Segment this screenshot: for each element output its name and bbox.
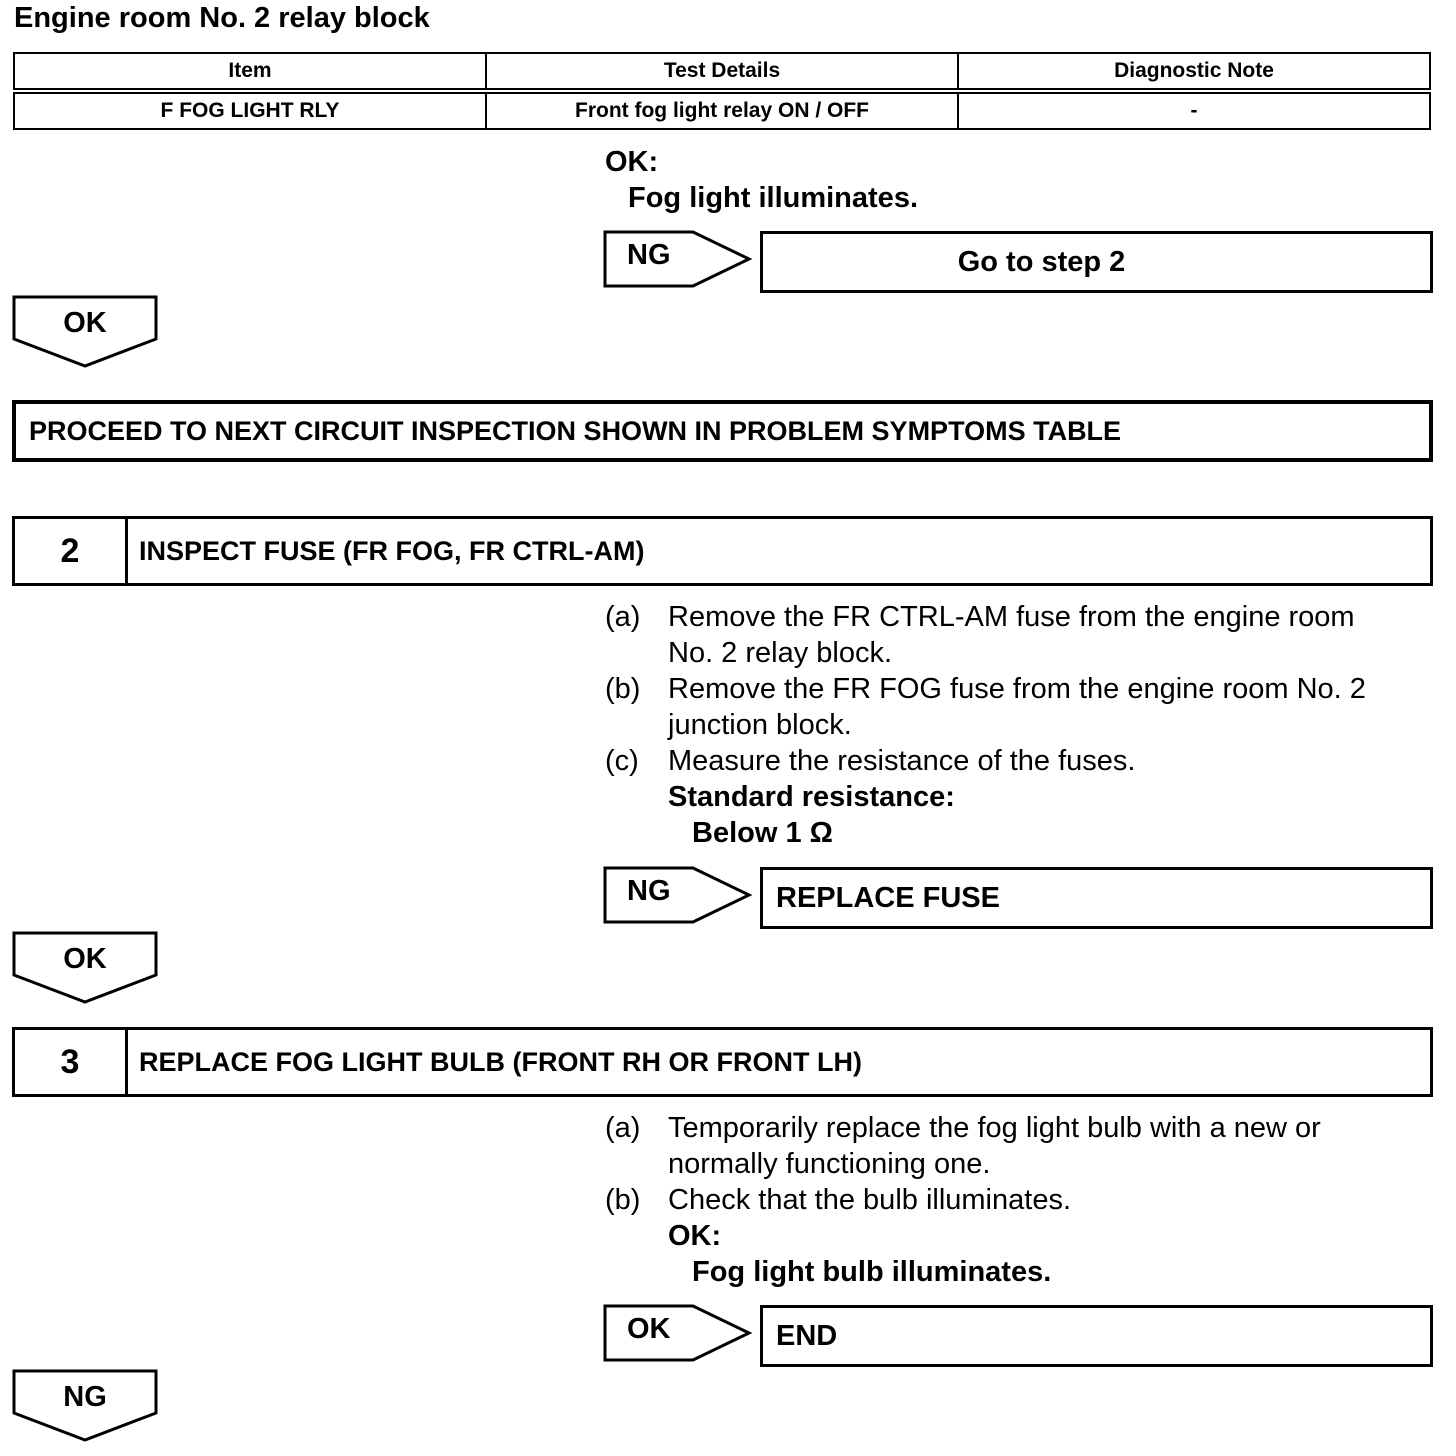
cell-item: F FOG LIGHT RLY — [14, 91, 486, 129]
ok-criteria-text: Fog light illuminates. — [628, 182, 918, 214]
item-line: Measure the resistance of the fuses. — [668, 745, 1136, 777]
standard-resistance-value: Below 1 Ω — [692, 817, 833, 849]
ok-arrow-step3[interactable] — [603, 1304, 753, 1362]
ok-criteria-label: OK: — [605, 146, 659, 178]
item-line: Remove the FR CTRL-AM fuse from the engine room — [668, 601, 1355, 633]
arrow-right-icon — [603, 1304, 753, 1362]
standard-resistance-label: Standard resistance: — [668, 781, 955, 813]
step2-header — [12, 516, 1433, 586]
item-label: (a) — [605, 1112, 641, 1144]
ok-label: OK — [63, 943, 107, 975]
page-title: Engine room No. 2 relay block — [14, 2, 430, 34]
header-diagnostic-note: Diagnostic Note — [958, 53, 1430, 91]
item-label: (b) — [605, 1184, 641, 1216]
item-label: (c) — [605, 745, 639, 777]
header-item: Item — [14, 53, 486, 91]
item-line: junction block. — [668, 709, 852, 741]
cell-test-details: Front fog light relay ON / OFF — [486, 91, 958, 129]
end-text: END — [776, 1319, 838, 1352]
arrow-right-icon — [603, 866, 753, 924]
replace-fuse-text: REPLACE FUSE — [776, 881, 1000, 914]
ng-down-arrow-step3[interactable] — [12, 1369, 158, 1443]
item-line: No. 2 relay block. — [668, 637, 893, 669]
ng-label: NG — [627, 875, 671, 907]
ng-arrow-step1[interactable] — [603, 230, 753, 288]
item-label: (b) — [605, 673, 641, 705]
ok-down-arrow-step2[interactable] — [12, 931, 158, 1005]
relay-test-table — [13, 52, 1431, 130]
ok-criteria-text: Fog light bulb illuminates. — [692, 1256, 1052, 1288]
item-line: Check that the bulb illuminates. — [668, 1184, 1071, 1216]
step2-number: 2 — [15, 519, 128, 583]
header-test-details: Test Details — [486, 53, 958, 91]
cell-diagnostic-note: - — [958, 91, 1430, 129]
proceed-text: PROCEED TO NEXT CIRCUIT INSPECTION SHOWN IN PROBLEM SYMPTOMS TABLE — [29, 415, 1122, 446]
step3-number: 3 — [15, 1030, 128, 1094]
item-line: normally functioning one. — [668, 1148, 991, 1180]
proceed-box[interactable] — [12, 400, 1433, 462]
ok-criteria-label: OK: — [668, 1220, 722, 1252]
item-line: Remove the FR FOG fuse from the engine room No. 2 — [668, 673, 1366, 705]
ng-label: NG — [627, 239, 671, 271]
item-line: Temporarily replace the fog light bulb with a new or — [668, 1112, 1321, 1144]
ok-label: OK — [63, 307, 107, 339]
end-box[interactable] — [760, 1305, 1433, 1367]
table-header-row — [14, 53, 1430, 91]
item-label: (a) — [605, 601, 641, 633]
step2-title: INSPECT FUSE (FR FOG, FR CTRL-AM) — [139, 535, 645, 566]
ok-down-arrow-step1[interactable] — [12, 295, 158, 369]
replace-fuse-box[interactable] — [760, 867, 1433, 929]
step3-header — [12, 1027, 1433, 1097]
goto-step2-text: Go to step 2 — [957, 245, 1126, 278]
ng-arrow-step2[interactable] — [603, 866, 753, 924]
goto-step2-box[interactable] — [760, 231, 1433, 293]
ng-label: NG — [63, 1381, 107, 1413]
arrow-right-icon — [603, 230, 753, 288]
step3-title: REPLACE FOG LIGHT BULB (FRONT RH OR FRONT LH) — [139, 1046, 862, 1077]
ok-label: OK — [627, 1313, 671, 1345]
table-row — [14, 91, 1430, 129]
